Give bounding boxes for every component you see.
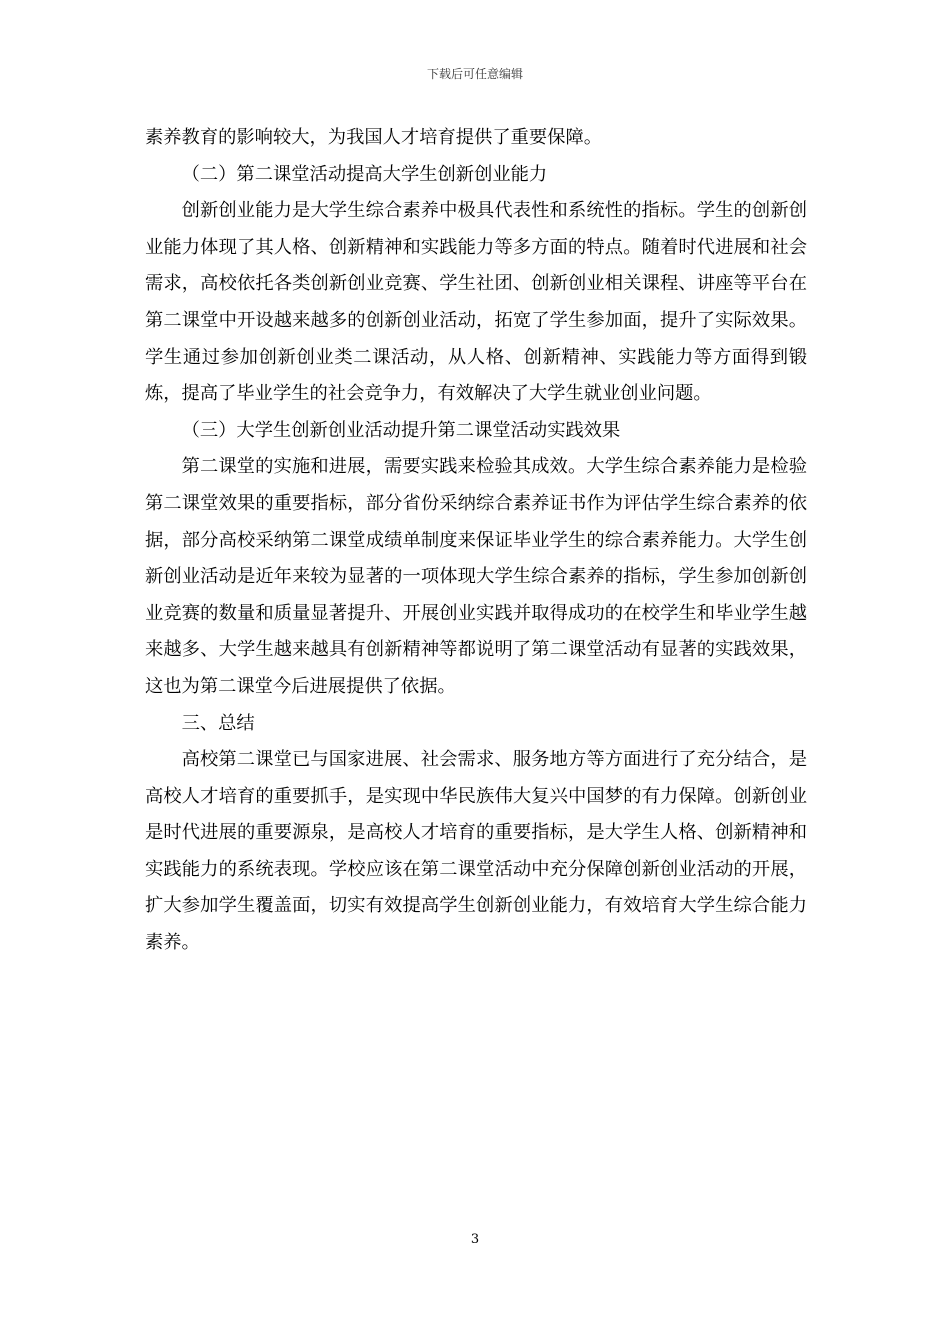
paragraph-innovation-ability: 创新创业能力是大学生综合素养中极具代表性和系统性的指标。学生的创新创业能力体现了其人格、创新精神和实践能力等多方面的特点。随着时代进展和社会需求，高校依托各类创新创业竞赛、学生社团、创新创业相关课程、讲座等平台在第二课堂中开设越来越多的创新创业活动，拓宽了学生参加面，提升了实际效果。学生通过参加创新创业类二课活动，从人格、创新精神、实践能力等方面得到锻炼，提高了毕业学生的社会竞争力，有效解决了大学生就业创业问题。 bbox=[145, 200, 807, 405]
section-heading-2: （二）第二课堂活动提高大学生创新创业能力 bbox=[181, 163, 548, 185]
paragraph-summary: 高校第二课堂已与国家进展、社会需求、服务地方等方面进行了充分结合，是高校人才培育的重要抓手，是实现中华民族伟大复兴中国梦的有力保障。创新创业是时代进展的重要源泉，是高校人才培育的重要指标，是大学生人格、创新精神和实践能力的系统表现。学校应该在第二课堂活动中充分保障创新创业活动的开展，扩大参加学生覆盖面，切实有效提高学生创新创业能力，有效培育大学生综合能力素养。 bbox=[145, 749, 807, 954]
page-header: 下载后可任意编辑 bbox=[426, 67, 523, 81]
document-body bbox=[145, 120, 807, 962]
paragraph-practice-effect: 第二课堂的实施和进展，需要实践来检验其成效。大学生综合素养能力是检验第二课堂效果的重要指标，部分省份采纳综合素养证书作为评估学生综合素养的依据，部分高校采纳第二课堂成绩单制度来保证毕业学生的综合素养能力。大学生创新创业活动是近年来较为显著的一项体现大学生综合素养的指标，学生参加创新创业竞赛的数量和质量显著提升、开展创业实践并取得成功的在校学生和毕业学生越来越多、大学生越来越具有创新精神等都说明了第二课堂活动有显著的实践效果，这也为第二课堂今后进展提供了依据。 bbox=[145, 456, 807, 697]
paragraph-continuation: 素养教育的影响较大，为我国人才培育提供了重要保障。 bbox=[145, 127, 603, 148]
page-number: 3 bbox=[470, 1232, 480, 1247]
section-heading-summary: 三、总结 bbox=[181, 712, 255, 734]
section-heading-3: （三）大学生创新创业活动提升第二课堂活动实践效果 bbox=[181, 419, 621, 441]
